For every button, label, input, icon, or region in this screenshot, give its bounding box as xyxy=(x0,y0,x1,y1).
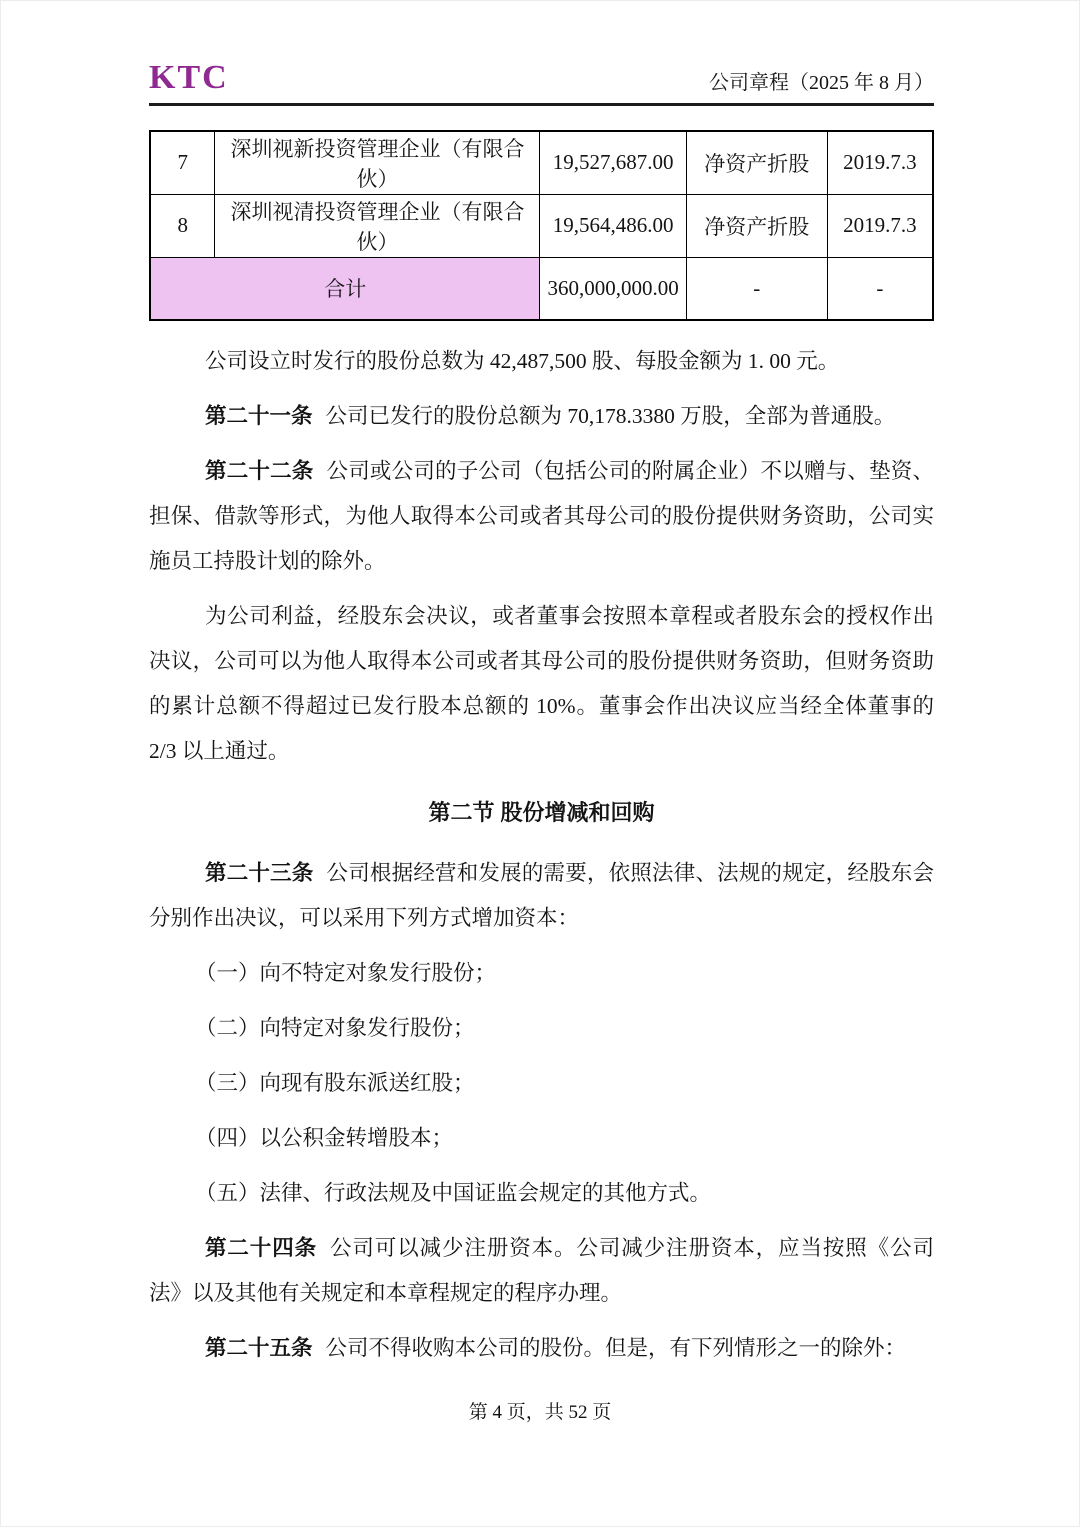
total-amount-cell: 360,000,000.00 xyxy=(540,257,686,320)
shareholder-name-cell: 深圳视清投资管理企业（有限合伙） xyxy=(215,194,540,257)
date-cell: 2019.7.3 xyxy=(827,194,933,257)
total-date-cell: - xyxy=(827,257,933,320)
total-label-cell: 合计 xyxy=(150,257,540,320)
list-item-2: （二）向特定对象发行股份； xyxy=(195,1016,475,1040)
list-item-4: （四）以公积金转增股本； xyxy=(195,1126,454,1150)
paragraph-financial-assist: 为公司利益，经股东会决议，或者董事会按照本章程或者股东会的授权作出决议，公司可以为他人取得本公司或者其母公司的股份提供财务资助，但财务资助的累计总额不得超过已发行股本总额的 10%。董事会作出决议应当经全体董事的 2/3 以上通过。 xyxy=(149,604,934,763)
row-number-cell: 8 xyxy=(150,194,215,257)
article-24 xyxy=(149,1226,934,1316)
capital-contribution-table xyxy=(149,130,934,321)
ktc-logo: KTC xyxy=(149,59,229,96)
article-24-label: 第二十四条 xyxy=(205,1236,318,1260)
article-25-label: 第二十五条 xyxy=(205,1336,313,1360)
article-25 xyxy=(149,1326,934,1371)
page-content xyxy=(1,61,1079,1371)
table-total-row xyxy=(150,257,933,320)
article-21-label: 第二十一条 xyxy=(205,404,313,428)
list-item-3: （三）向现有股东派送红股； xyxy=(195,1071,475,1095)
list-item-1: （一）向不特定对象发行股份； xyxy=(195,961,497,985)
paragraph-shares-issued: 公司设立时发行的股份总数为 42,487,500 股、每股金额为 1. 00 元。 xyxy=(205,349,840,373)
article-23-text: 公司根据经营和发展的需要，依照法律、法规的规定，经股东会分别作出决议，可以采用下列方式增加资本： xyxy=(149,861,934,930)
article-22-label: 第二十二条 xyxy=(205,459,314,483)
section-heading: 第二节 股份增减和回购 xyxy=(428,800,655,825)
amount-cell: 19,527,687.00 xyxy=(540,131,686,194)
article-21-text: 公司已发行的股份总额为 70,178.3380 万股，全部为普通股。 xyxy=(325,404,896,428)
method-cell: 净资产折股 xyxy=(686,131,827,194)
table-row-7 xyxy=(150,131,933,194)
method-cell: 净资产折股 xyxy=(686,194,827,257)
article-25-text: 公司不得收购本公司的股份。但是，有下列情形之一的除外： xyxy=(325,1336,907,1360)
date-cell: 2019.7.3 xyxy=(827,131,933,194)
list-item-5: （五）法律、行政法规及中国证监会规定的其他方式。 xyxy=(195,1181,712,1205)
article-22 xyxy=(149,449,934,584)
page-footer: 第 4 页，共 52 页 xyxy=(468,1402,612,1423)
article-23 xyxy=(149,851,934,941)
header-doc-title: 公司章程（2025 年 8 月） xyxy=(709,72,934,94)
amount-cell: 19,564,486.00 xyxy=(540,194,686,257)
article-22-text: 公司或公司的子公司（包括公司的附属企业）不以赠与、垫资、担保、借款等形式，为他人取得本公司或者其母公司的股份提供财务资助，公司实施员工持股计划的除外。 xyxy=(149,459,934,573)
article-23-label: 第二十三条 xyxy=(205,861,314,885)
total-method-cell: - xyxy=(686,257,827,320)
table-row-8 xyxy=(150,194,933,257)
shareholder-name-cell: 深圳视新投资管理企业（有限合伙） xyxy=(215,131,540,194)
row-number-cell: 7 xyxy=(150,131,215,194)
article-24-text: 公司可以减少注册资本。公司减少注册资本，应当按照《公司法》以及其他有关规定和本章程规定的程序办理。 xyxy=(149,1236,934,1305)
article-21 xyxy=(149,394,934,439)
page-header xyxy=(149,61,934,106)
